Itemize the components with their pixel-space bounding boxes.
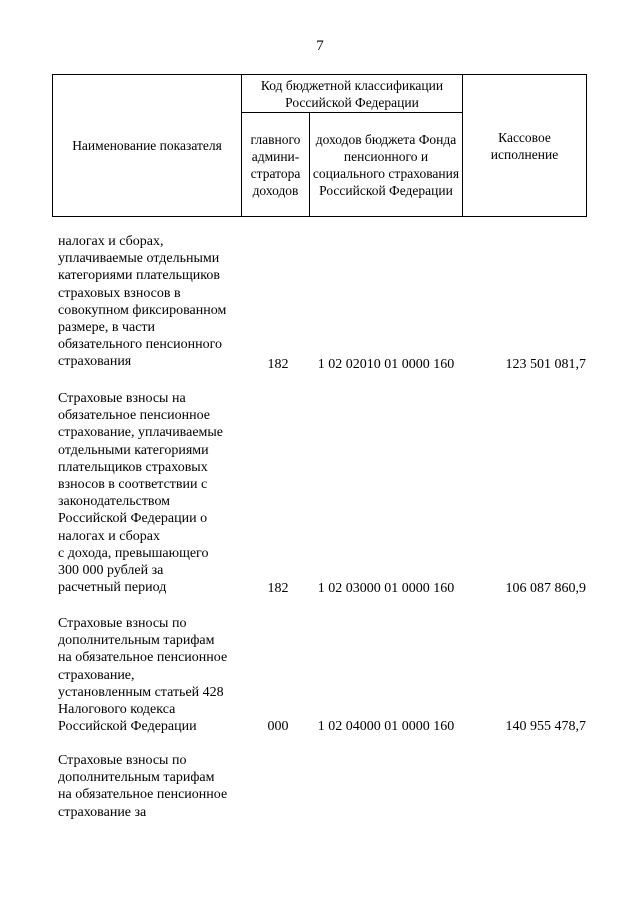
- row-admin-code: 000: [267, 719, 289, 734]
- row-label: налогах и сборах, уплачиваемые отдельными категориями плательщиков страховых взносов в совокупном фиксированном размере, в части обязательного пенсионного страхования: [58, 234, 227, 370]
- header-indicator-name: Наименование показателя: [53, 75, 242, 217]
- row-amount: 123 501 081,7: [505, 357, 586, 372]
- page-number: 7: [316, 38, 324, 54]
- row-amount: 140 955 478,7: [505, 719, 586, 734]
- header-chief-administrator: главного админи-стратора доходов: [242, 113, 310, 217]
- row-label: Страховые взносы на обязательное пенсионное страхование, уплачиваемые отдельными категориями плательщиков страховых взносов в соответствии с законодательством Российской Федерации о налогах и сборах с дохода, превышающего 300 000 рублей за расчетный период: [58, 391, 224, 596]
- row-label: Страховые взносы по дополнительным тарифам на обязательное пенсионное страхование за: [58, 753, 228, 820]
- row-label: Страховые взносы по дополнительным тарифам на обязательное пенсионное страхование, установленным статьей 428 Налогового кодекса Российской Федерации: [58, 616, 228, 735]
- header-classification-code: Код бюджетной классификации Российской Федерации: [242, 75, 463, 113]
- row-revenue-code: 1 02 02010 01 0000 160: [317, 357, 455, 372]
- row-amount: 106 087 860,9: [505, 581, 586, 596]
- row-revenue-code: 1 02 03000 01 0000 160: [317, 581, 455, 596]
- header-cash-execution: Кассовое исполнение: [463, 75, 587, 217]
- table-header: [52, 74, 587, 217]
- row-admin-code: 182: [267, 581, 289, 596]
- row-revenue-code: 1 02 04000 01 0000 160: [317, 719, 455, 734]
- header-budget-revenues: доходов бюджета Фонда пенсионного и социального страхования Российской Федерации: [310, 113, 463, 217]
- row-admin-code: 182: [267, 357, 289, 372]
